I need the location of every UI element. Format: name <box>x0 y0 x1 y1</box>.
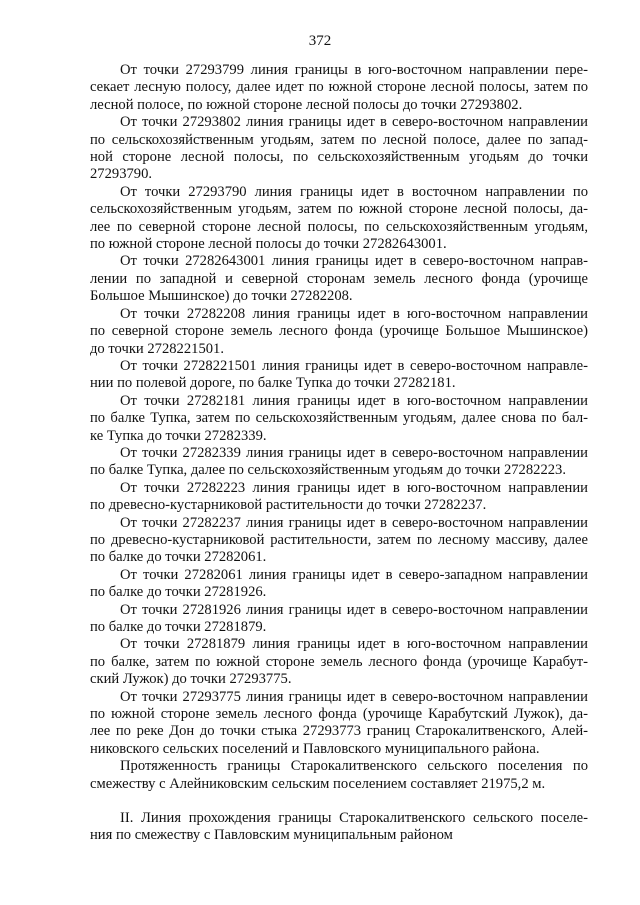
text-line: II. Линия прохождения границы Старокалитвенского сельского поселе- <box>120 810 588 827</box>
boundary-paragraph <box>90 602 588 637</box>
boundary-paragraph <box>90 515 588 567</box>
text-line: секает лесную полосу, далее идет по южной стороне лесной полосы, затем по <box>90 79 588 96</box>
text-line: От точки 27282237 линия границы идет в северо-восточном направлении <box>120 514 588 531</box>
boundary-paragraph <box>90 758 588 793</box>
text-line: От точки 27282061 линия границы идет в северо-западном направлении <box>120 566 588 583</box>
text-line: по южной стороне лесной полосы до точки 27282643001. <box>90 236 447 253</box>
text-line: От точки 27282181 линия границы идет в юго-восточном направлении <box>120 392 588 409</box>
boundary-paragraph <box>90 393 588 445</box>
text-line: лее по реке Дон до точки стыка 27293773 границ Старокалитвенского, Алей- <box>90 723 588 740</box>
text-line: по балке Тупка, затем по сельскохозяйственным угодьям, далее снова по бал- <box>90 410 588 427</box>
text-line: по сельскохозяйственным угодьям, затем по лесной полосе, далее по запад- <box>90 131 588 148</box>
text-line: по древесно-кустарниковой растительности до точки 27282237. <box>90 497 487 514</box>
text-line: ке Тупка до точки 27282339. <box>90 427 267 444</box>
text-line: От точки 27293790 линия границы идет в восточном направлении по <box>120 183 588 200</box>
text-line: до точки 2728221501. <box>90 340 224 357</box>
document-body <box>90 62 588 845</box>
text-line: Большое Мышинское) до точки 27282208. <box>90 288 353 305</box>
text-line: От точки 27282643001 линия границы идет в северо-восточном направ- <box>120 253 588 270</box>
text-line: От точки 2728221501 линия границы идет в северо-восточном направле- <box>120 357 588 374</box>
text-line: ной стороне лесной полосы, по сельскохозяйственным угодьям до точки <box>90 149 588 166</box>
boundary-paragraph <box>90 480 588 515</box>
text-line: нии по полевой дороге, по балке Тупка до точки 27282181. <box>90 375 456 392</box>
text-line: От точки 27282223 линия границы идет в юго-восточном направлении <box>120 479 588 496</box>
text-line: От точки 27293802 линия границы идет в северо-восточном направлении <box>120 114 588 131</box>
text-line: по южной стороне земель лесного фонда (урочище Карабутский Лужок), да- <box>90 706 588 723</box>
text-line: Протяженность границы Старокалитвенского сельского поселения по <box>120 758 588 775</box>
text-line: От точки 27293799 линия границы в юго-восточном направлении пере- <box>120 62 588 78</box>
text-line: От точки 27281879 линия границы идет в юго-восточном направлении <box>120 636 588 653</box>
text-line: по древесно-кустарниковой растительности, затем по лесному массиву, далее <box>90 531 588 548</box>
text-line: ния по смежеству с Павловским муниципальным районом <box>90 827 453 844</box>
boundary-paragraph <box>90 567 588 602</box>
boundary-paragraph <box>90 114 588 184</box>
section-heading <box>90 810 588 845</box>
text-line: по балке до точки 27281926. <box>90 584 267 601</box>
text-line: сельскохозяйственным угодьям, затем по южной стороне лесной полосы, да- <box>90 201 588 218</box>
text-line: От точки 27293775 линия границы идет в северо-восточном направлении <box>120 688 588 705</box>
boundary-paragraph <box>90 62 588 114</box>
text-line: смежеству с Алейниковским сельским поселением составляет 21975,2 м. <box>90 775 546 792</box>
text-line: по балке до точки 27281879. <box>90 619 267 635</box>
text-line: лее по северной стороне лесной полосы, по сельскохозяйственным угодьям, <box>90 218 588 235</box>
boundary-paragraph <box>90 306 588 358</box>
text-line: лении по западной и северной сторонам земель лесного фонда (урочище <box>90 270 588 287</box>
boundary-paragraph <box>90 253 588 305</box>
text-line: От точки 27281926 линия границы идет в северо-восточном направлении <box>120 601 588 618</box>
text-line: От точки 27282339 линия границы идет в северо-восточном направлении <box>120 444 588 461</box>
boundary-paragraph <box>90 445 588 480</box>
boundary-paragraph <box>90 689 588 759</box>
text-line: по северной стороне земель лесного фонда (урочище Большое Мышинское) <box>90 323 588 340</box>
text-line: От точки 27282208 линия границы идет в юго-восточном направлении <box>120 305 588 322</box>
text-line: по балке до точки 27282061. <box>90 549 267 566</box>
boundary-paragraph <box>90 184 588 254</box>
text-line: по балке Тупка, далее по сельскохозяйственным угодьям до точки 27282223. <box>90 462 566 479</box>
text-line: 27293790. <box>90 166 153 183</box>
text-line: ский Лужок) до точки 27293775. <box>90 671 292 688</box>
text-line: по балке, затем по южной стороне земель лесного фонда (урочище Карабут- <box>90 653 588 670</box>
boundary-paragraph <box>90 636 588 688</box>
page-number: 372 <box>308 33 332 49</box>
boundary-paragraph <box>90 358 588 393</box>
text-line: никовского сельских поселений и Павловского муниципального района. <box>90 740 540 757</box>
text-line: лесной полосе, по южной стороне лесной полосы до точки 27293802. <box>90 96 523 113</box>
